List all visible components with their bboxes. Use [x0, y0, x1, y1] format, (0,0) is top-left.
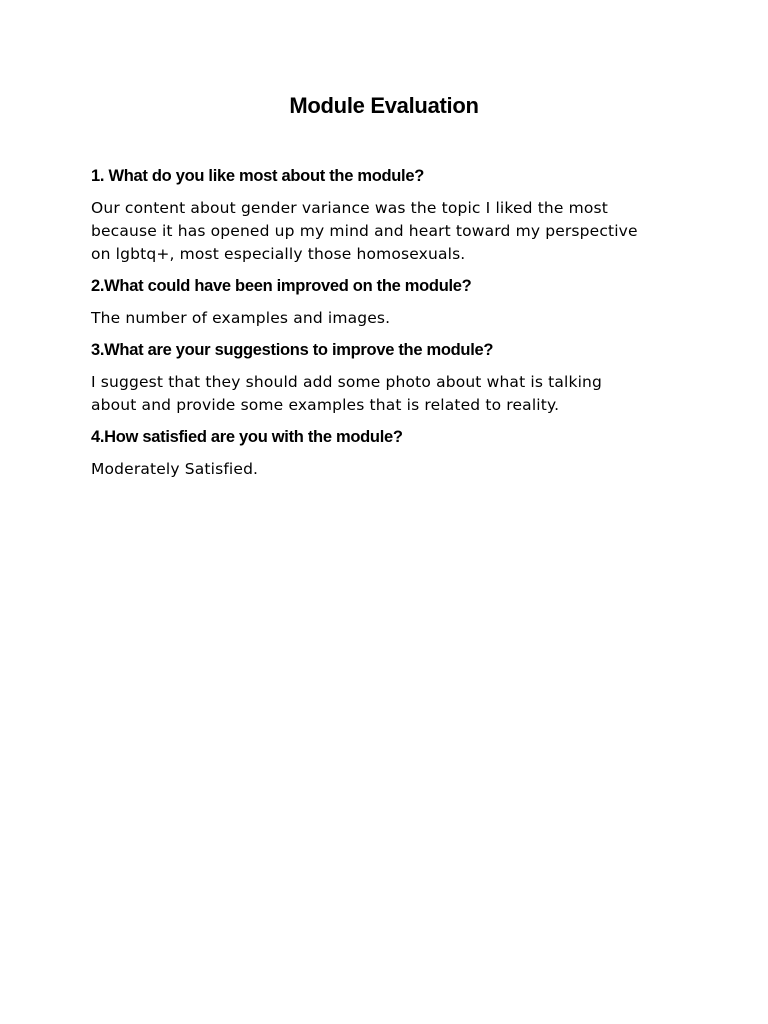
answer-3 — [91, 371, 691, 417]
question-4: 4.How satisfied are you with the module? — [91, 428, 403, 446]
answer-1-line-1: Our content about gender variance was the topic I liked the most — [91, 199, 609, 217]
page-title: Module Evaluation — [289, 93, 479, 118]
evaluation-item-3 — [91, 339, 691, 417]
answer-3-line-2: about and provide some examples that is related to reality. — [91, 396, 560, 414]
evaluation-item-1 — [91, 165, 691, 266]
evaluation-item-2 — [91, 275, 691, 330]
answer-2 — [91, 307, 691, 330]
evaluation-content — [91, 165, 691, 490]
answer-3-line-1: I suggest that they should add some photo about what is talking — [91, 373, 603, 391]
question-1: 1. What do you like most about the module? — [91, 167, 424, 185]
evaluation-item-4 — [91, 426, 691, 481]
answer-1-line-2: because it has opened up my mind and heart toward my perspective — [91, 222, 638, 240]
answer-4-line-1: Moderately Satisfied. — [91, 460, 259, 478]
answer-2-line-1: The number of examples and images. — [91, 309, 391, 327]
answer-1-line-3: on lgbtq+, most especially those homosexuals. — [91, 245, 466, 263]
question-3: 3.What are your suggestions to improve the module? — [91, 341, 494, 359]
answer-1 — [91, 197, 691, 266]
answer-4 — [91, 458, 691, 481]
question-2: 2.What could have been improved on the module? — [91, 277, 472, 295]
